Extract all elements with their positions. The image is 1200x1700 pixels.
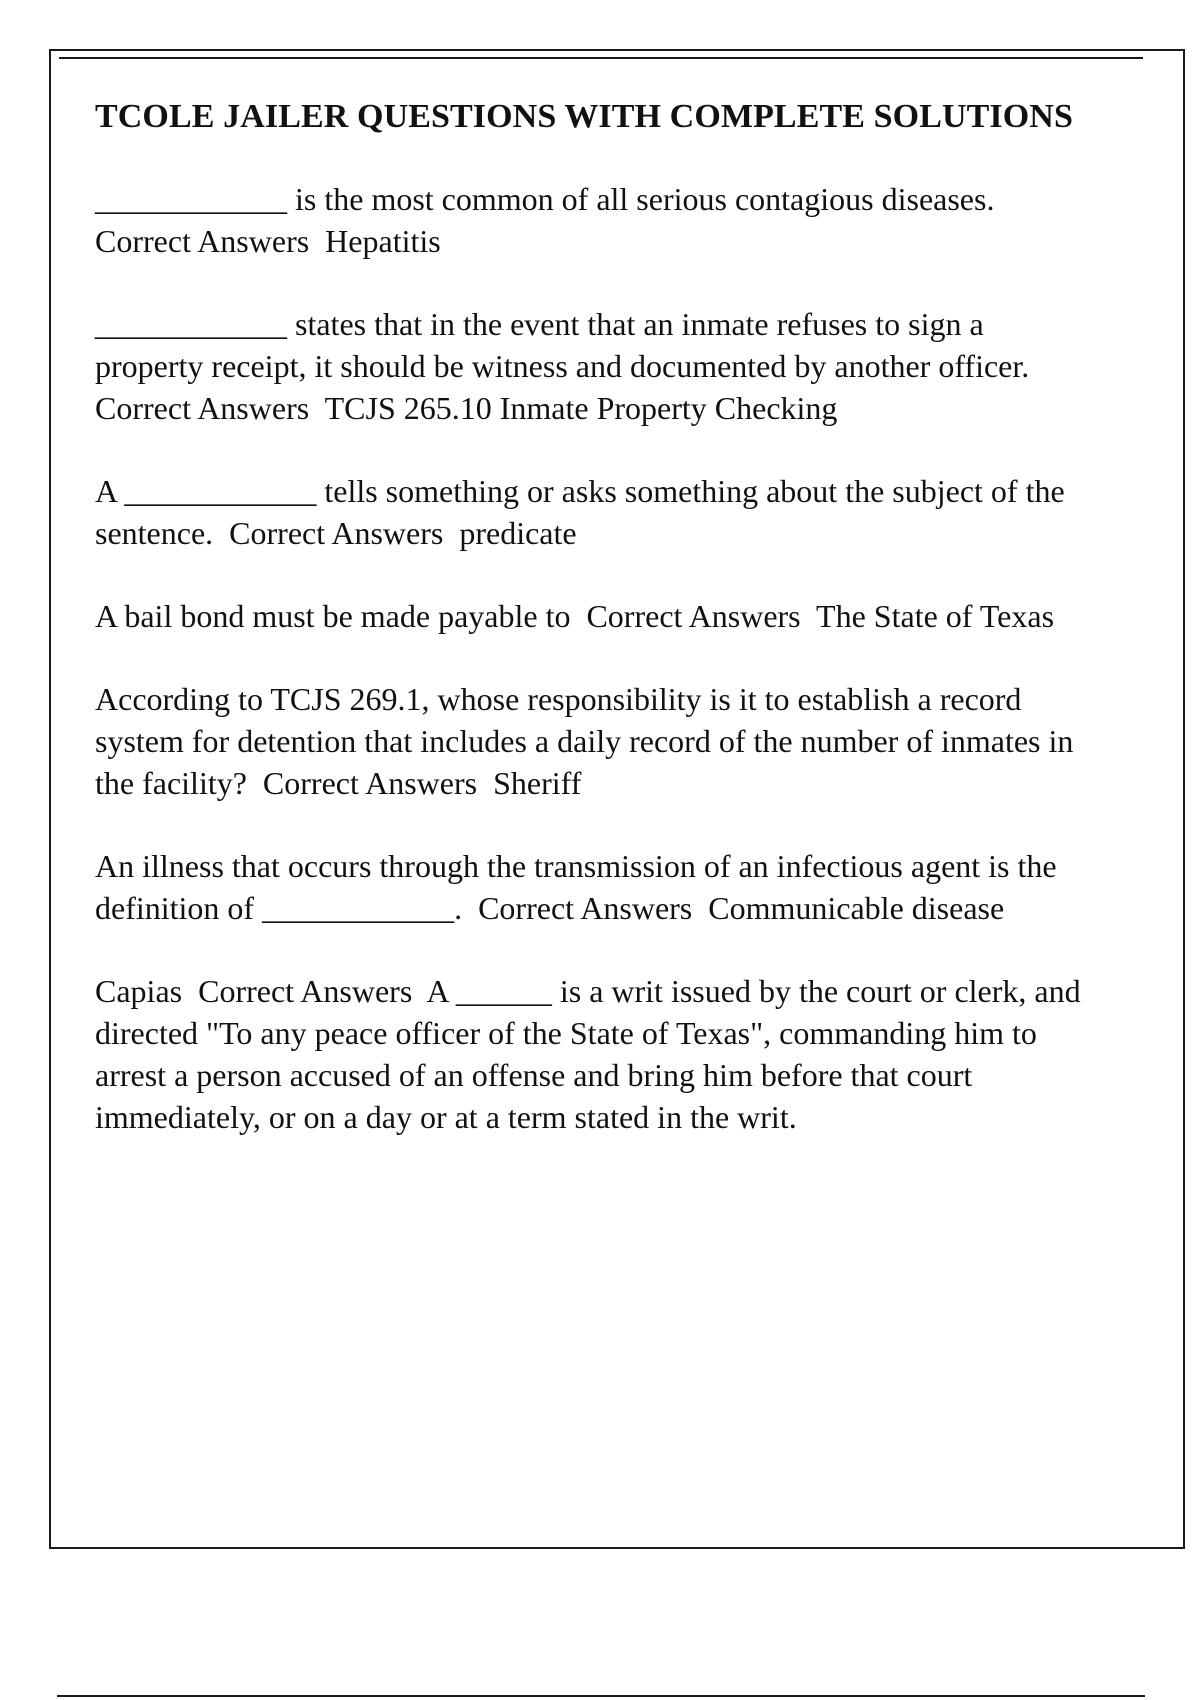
question-answer-1: ____________ is the most common of all serious contagious diseases. Correct Answers Hepatitis (95, 181, 1011, 259)
top-rule (59, 57, 1143, 59)
bottom-rule (57, 1695, 1145, 1697)
question-answer-5: According to TCJS 269.1, whose responsibility is it to establish a record system for detention that includes a daily record of the number of inmates in the facility? Correct Answers Sheriff (95, 681, 1082, 801)
question-answer-4: A bail bond must be made payable to Correct Answers The State of Texas (95, 598, 1055, 634)
question-answer-3: A ____________ tells something or asks something about the subject of the sentence. Correct Answers predicate (95, 473, 1073, 551)
document-body (95, 96, 1095, 1179)
document-title: TCOLE JAILER QUESTIONS WITH COMPLETE SOLUTIONS (95, 98, 1073, 135)
question-answer-2: ____________ states that in the event that an inmate refuses to sign a property receipt, it should be witness and documented by another officer. Correct Answers TCJS 265.10 Inmate Property Checking (95, 306, 1046, 426)
question-answer-6: An illness that occurs through the transmission of an infectious agent is the definition of ____________. Correct Answers Communicable disease (95, 848, 1065, 926)
question-answer-7: Capias Correct Answers A ______ is a writ issued by the court or clerk, and directed "To any peace officer of the State of Texas", commanding him to arrest a person accused of an offense and bring him before that court immediately, or on a day or at a term stated in the writ. (95, 973, 1089, 1135)
